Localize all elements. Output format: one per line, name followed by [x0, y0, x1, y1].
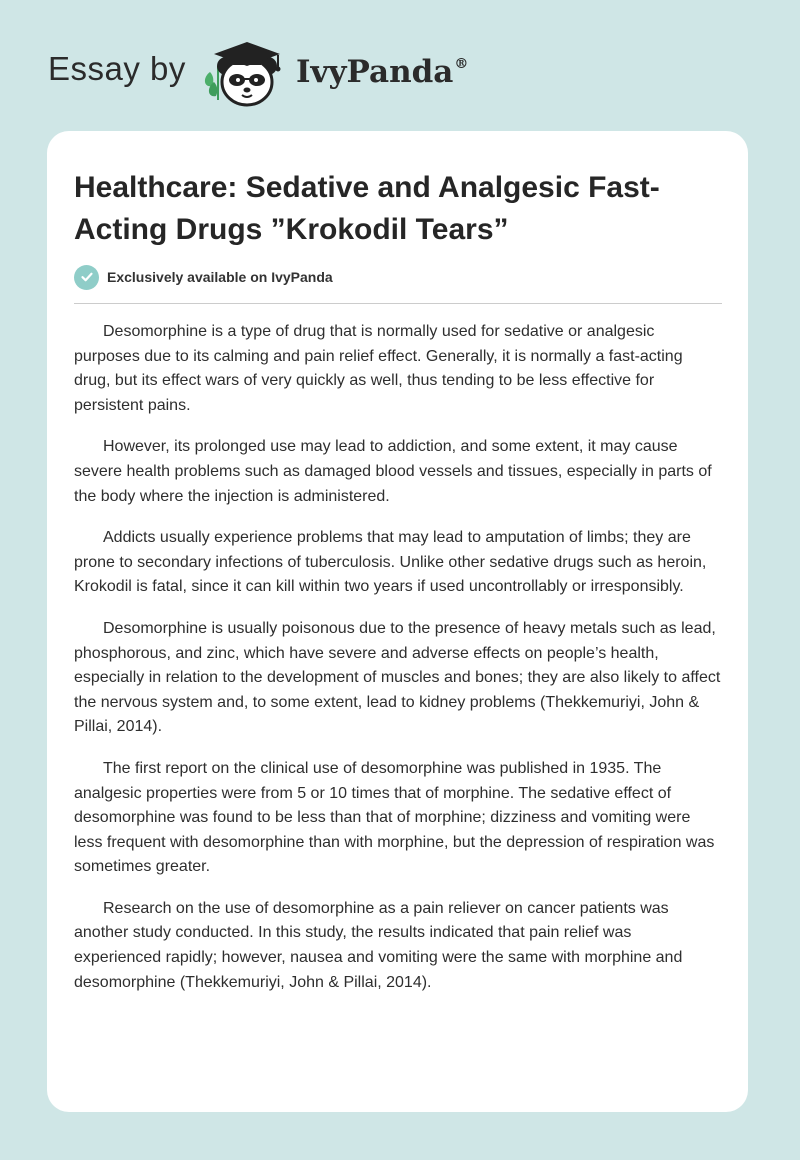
paragraph: The first report on the clinical use of desomorphine was published in 1935. The analgesic properties were from 5 or 10 times that of morphine. The sedative effect of desomorphine was found to be less than that of morphine; dizziness and vomiting were less frequent with desomorphine than with morphine, but the depression of respiration was sometimes greater. [74, 759, 715, 876]
essay-title: Healthcare: Sedative and Analgesic Fast-Acting Drugs ”Krokodil Tears” [74, 171, 660, 246]
essay-card [47, 131, 748, 1112]
paragraph: Desomorphine is usually poisonous due to the presence of heavy metals such as lead, phosphorous, and zinc, which have severe and adverse effects on people’s health, especially in relation to the development of muscles and bones; they are also likely to affect the nervous system and, to some extent, lead to kidney problems (Thekkemuriyi, John & Pillai, 2014). [74, 619, 721, 736]
exclusive-badge [74, 264, 333, 290]
exclusive-badge-label: Exclusively available on IvyPanda [107, 269, 333, 285]
site-header [0, 0, 800, 130]
paragraph: Research on the use of desomorphine as a pain reliever on cancer patients was another study conducted. In this study, the results indicated that pain relief was experienced rapidly; however, nausea and vomiting were the same with morphine and desomorphine (Thekkemuriyi, John & Pillai, 2014). [74, 899, 683, 991]
paragraph: However, its prolonged use may lead to addiction, and some extent, it may cause severe health problems such as damaged blood vessels and tissues, especially in parts of the body where the injection is administered. [74, 438, 712, 505]
registered-mark: ® [454, 56, 469, 72]
paragraph: Addicts usually experience problems that may lead to amputation of limbs; they are prone to secondary infections of tuberculosis. Unlike other sedative drugs such as heroin, Krokodil is fatal, since it can kill within two years if used uncontrollably or irresponsibly. [74, 529, 707, 596]
brand-name[interactable]: IvyPanda® [296, 54, 469, 90]
essay-body [74, 320, 722, 1012]
title-divider [74, 303, 722, 304]
essay-by-label: Essay by [48, 50, 186, 87]
check-circle-icon [74, 265, 99, 290]
paragraph: Desomorphine is a type of drug that is normally used for sedative or analgesic purposes due to its calming and pain relief effect. Generally, it is normally a fast-acting drug, but its effect wars of very quickly as well, thus tending to be less effective for persistent pains. [74, 323, 683, 414]
panda-graduate-icon[interactable] [200, 36, 292, 110]
